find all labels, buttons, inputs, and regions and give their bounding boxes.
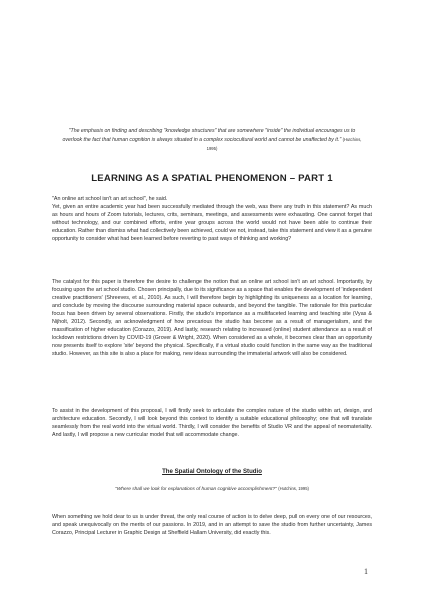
section-quote-text: "Where shall we look for explanations of human cognitive accomplishment?" (115, 487, 277, 492)
section-heading: The Spatial Ontology of the Studio (162, 468, 262, 475)
section-quote-citation: (Hutchins, 1995) (278, 486, 309, 491)
paragraph-4-text: When something we hold dear to us is under threat, the only real course of action is to delve deep, pull on every one of our resources, and speak unequivocally on the merits of our passions. In 2019, and in an attempt to save the studio from further uncertainty, James Corazzo, Principal Lecturer in Graphic Design at Sheffield Hallam University, did exactly this. (52, 514, 372, 537)
paragraph-3 (52, 407, 372, 439)
section-quote (0, 486, 424, 492)
paragraph-2-text: The catalyst for this paper is therefore the desire to challenge the notion that an online art school isn't an art school. Importantly, by focusing upon the art school studio. Chosen principally, due to its significance as a space that enables the development of 'independent creative practitioners' (Shreeves, et al., 2010). As such, I will therefore begin by highlighting its uniqueness as a location for learning, and conclude by moving the discourse surrounding material space outwards, and beyond the tangible. The rationale for this particular focus has been driven by several observations. Firstly, the studio's importance as a multifaceted learning and teaching site (Vyas & Nijholt, 2012). Secondly, an acknowledgment of how precarious the studio has become as a result of managerialism, and the massification of higher education (Corazzo, 2019). And lastly, research relating to increased (online) student attendance as a result of lockdown restrictions driven by COVID-19 (Grover & Wright, 2020). When considered as a whole, it becomes clear than an opportunity now presents itself to explore 'site' beyond the physical. Specifically, if a virtual studio could function in the same way as the traditional studio. However, as this site is also a place for making, new ideas surrounding the immaterial artwork will also be considered. (52, 279, 372, 358)
paragraph-4 (52, 513, 372, 537)
epigraph (60, 128, 364, 153)
epigraph-text: "The emphasis on finding and describing "knowledge structures" that are somewhere "inside" the individual encourages us to overlook the fact that human cognition is always situated in a complex sociocultural world and cannot be unaffected by it." (62, 128, 356, 143)
page-title: LEARNING AS A SPATIAL PHENOMENON – PART 1 (91, 173, 333, 184)
paragraph-3-text: To assist in the development of this proposal, I will firstly seek to articulate the complex nature of the studio within art, design, and architecture education. Secondly, I will look beyond this context to identify a suitable educational philosophy; one that will translate seamlessly from the real world into the virtual world. Thirdly, I will consider the benefits of Studio VR and the appeal of neomateriality. And lastly, I will propose a new curricular model that will accommodate change. (52, 408, 372, 439)
paragraph-1 (52, 195, 372, 243)
paragraph-2 (52, 278, 372, 358)
epigraph-citation: (Hutchins, 1995) (206, 136, 362, 151)
paragraph-1-text: "An online art school isn't an art school", he said. Yet, given an entire academic year had been successfully mediated through the web, was there any truth in this statement? As much as hours and hours of Zoom tutorials, lectures, crits, seminars, meetings, and assessments were exhausting. One cannot forget that without technology, and our combined efforts, entire year groups across the world would not have been able to continue their education. Rather than dismiss what had collectively been achieved, could we not, instead, take this statement and view it as a genuine opportunity to consider what had been learned before reverting to past ways of thinking and working? (52, 196, 372, 243)
page-number: 1 (364, 567, 368, 576)
